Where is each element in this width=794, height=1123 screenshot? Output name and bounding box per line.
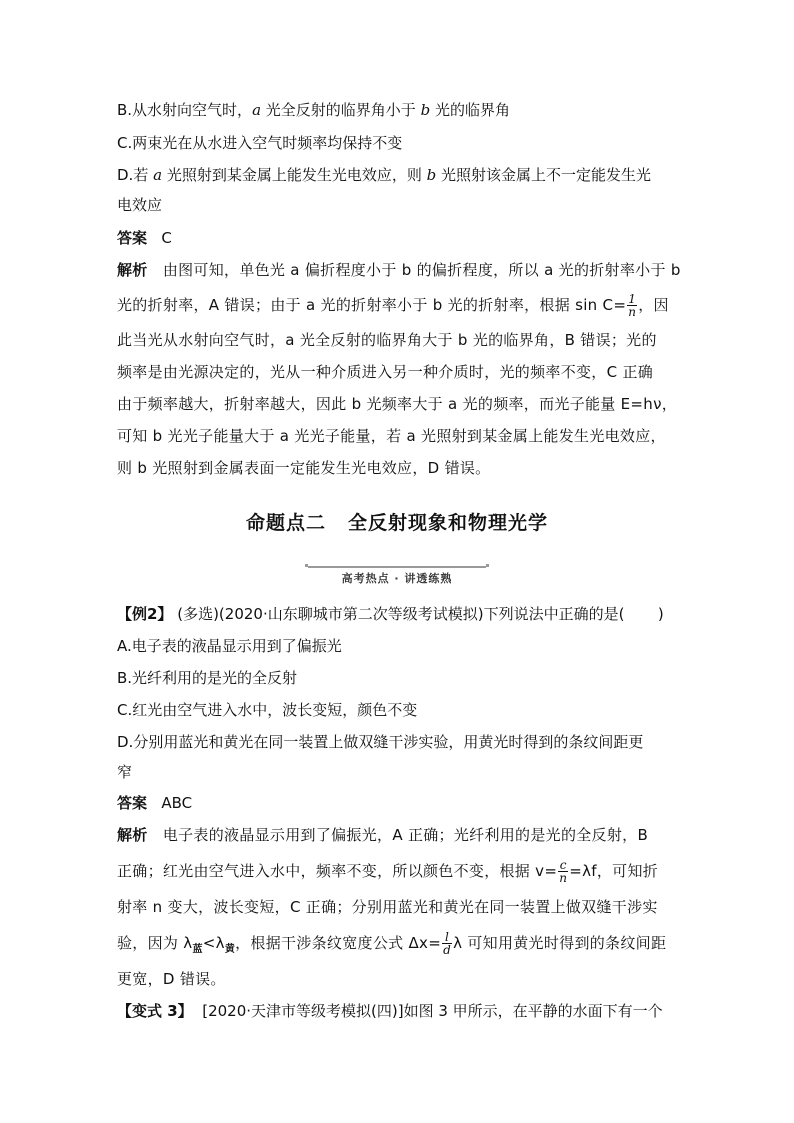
explanation-line1: 解析 由图可知，单色光 a 偏折程度小于 b 的偏折程度，所以 a 光的折射率小于 b [117, 261, 681, 279]
example2-explanation-line3: 射率 n 变大，波长变短，C 正确；分别用蓝光和黄光在同一装置上做双缝干涉实 [117, 898, 658, 916]
example2-explanation-label: 解析 [117, 826, 148, 844]
example2-explanation-line4: 验，因为 $\lambda_蓝<\lambda_黄$，根据干涉条纹宽度公式 Δx= $\frac{l}{d}$ λ 可知用黄光时得到的条纹间距 [117, 930, 667, 957]
option-d-line1: D.若 a 光照射到某金属上能发生光电效应，则 b 光照射该金属上不一定能发生光 [117, 166, 651, 184]
banner-rule [308, 566, 486, 568]
option-c: C.两束光在从水进入空气时频率均保持不变 [117, 134, 403, 152]
option-b: B.从水射向空气时，a 光全反射的临界角小于 b 光的临界角 [117, 101, 510, 119]
example2-question: 【例2】 (多选)(2020·山东聊城市第二次等级考试模拟)下列说法中正确的是( ) [117, 605, 664, 623]
explanation-line5: 由于频率越大，折射率越大，因此 b 光频率大于 a 光的频率，而光子能量 E=hν， [117, 395, 678, 413]
example2-option-b: B.光纤利用的是光的全反射 [117, 669, 298, 687]
answer-label: 答案 [117, 229, 148, 247]
example2-label: 【例2】 [117, 605, 173, 623]
banner-dot-right [486, 564, 489, 567]
explanation-line3: 此当光从水射向空气时，a 光全反射的临界角大于 b 光的临界角，B 错误；光的 [117, 331, 657, 349]
example2-option-c: C.红光由空气进入水中，波长变短，颜色不变 [117, 701, 418, 719]
example2-option-a: A.电子表的液晶显示用到了偏振光 [117, 637, 342, 655]
hot-topic-banner [308, 566, 486, 586]
example2-answer-value: ABC [161, 794, 193, 812]
fraction-c-over-n: $\frac{c}{n}$ [559, 858, 568, 885]
explanation-line2: 光的折射率，A 错误；由于 a 光的折射率小于 b 光的折射率，根据 sin C= $\frac{1}{n}$ ，因 [117, 292, 669, 319]
explanation-line6: 可知 b 光光子能量大于 a 光光子能量，若 a 光照射到某金属上能发生光电效应， [117, 427, 666, 445]
answer-line [117, 228, 172, 248]
example2-option-d-line1: D.分别用蓝光和黄光在同一装置上做双缝干涉实验，用黄光时得到的条纹间距更 [117, 733, 644, 751]
example2-option-d-line2: 窄 [117, 763, 133, 781]
banner-text: 高考热点 · 讲透练熟 [341, 572, 453, 585]
section-heading: 命题点二 全反射现象和物理光学 [245, 512, 549, 534]
banner-dot-left [305, 564, 308, 567]
example2-explanation-line2: 正确；红光由空气进入水中，频率不变，所以颜色不变，根据 v= $\frac{c}{n}$ =λf，可知折 [117, 858, 659, 885]
explanation-line7: 则 b 光照射到金属表面一定能发生光电效应，D 错误。 [117, 459, 491, 477]
fraction-one-over-n: $\frac{1}{n}$ [628, 292, 637, 319]
example2-explanation-line5: 更宽，D 错误。 [117, 970, 226, 988]
variant3-line: 【变式 3】 [2020·天津市等级考模拟(四)]如图 3 甲所示，在平静的水面下有一个 [117, 1002, 663, 1020]
fraction-l-over-d: $\frac{l}{d}$ [443, 930, 452, 957]
explanation-label: 解析 [117, 261, 148, 279]
example2-answer-line [117, 793, 192, 813]
option-d-line2: 电效应 [117, 196, 163, 214]
example2-explanation-line1: 解析 电子表的液晶显示用到了偏振光，A 正确；光纤利用的是光的全反射，B [117, 826, 649, 844]
answer-value: C [161, 229, 172, 247]
variant3-label: 【变式 3】 [117, 1002, 193, 1020]
explanation-line4: 频率是由光源决定的，光从一种介质进入另一种介质时，光的频率不变，C 正确 [117, 363, 654, 381]
example2-answer-label: 答案 [117, 794, 148, 812]
